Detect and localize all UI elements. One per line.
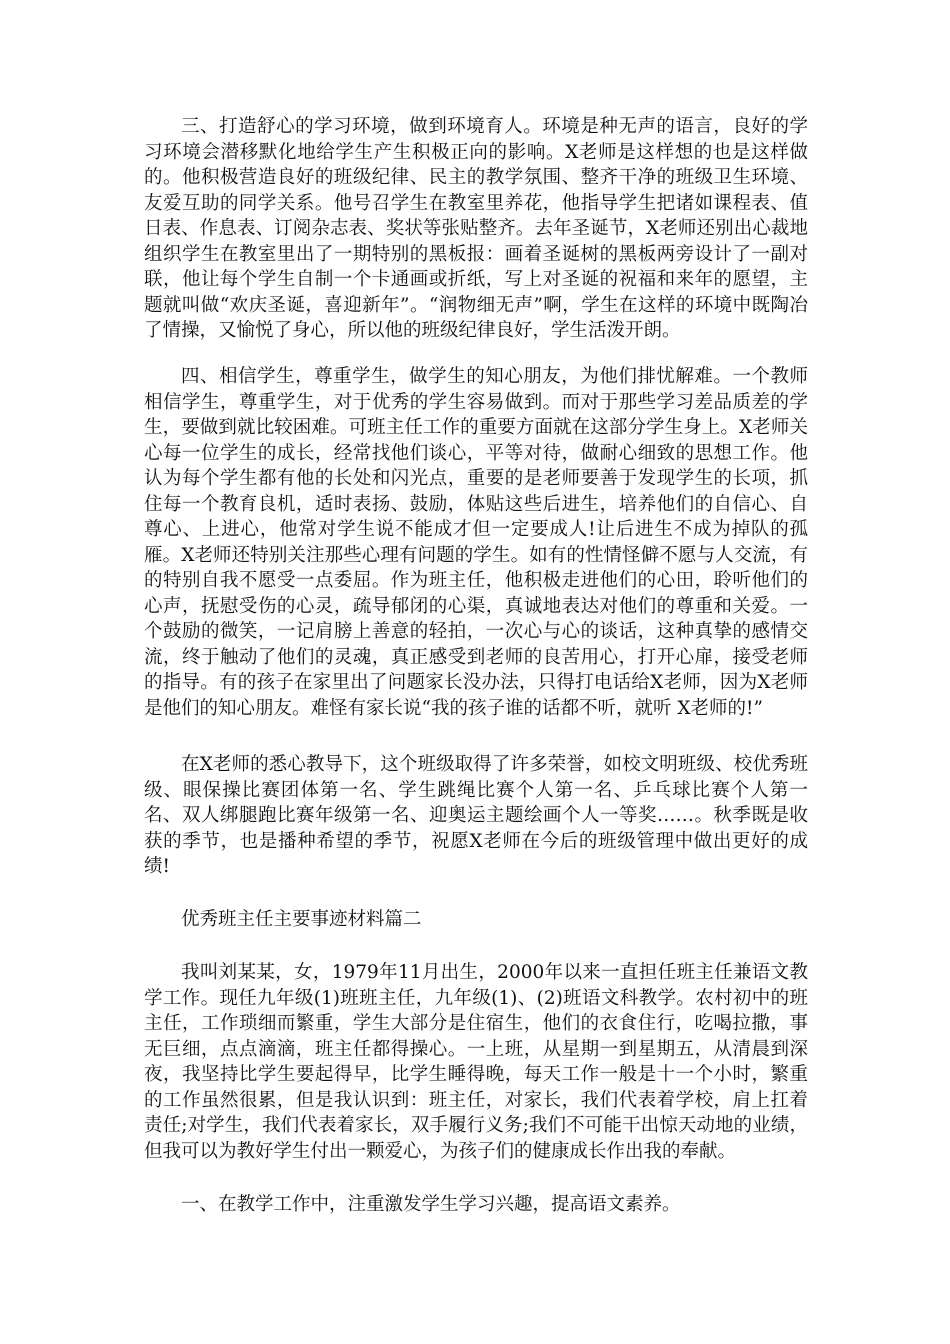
paragraph-honors: 在X老师的悉心教导下，这个班级取得了许多荣誉，如校文明班级、校优秀班级、眼保操比赛团体第一名、学生跳绳比赛个人第一名、乒乓球比赛个人第一名、双人绑腿跑比赛年级第一名、迎奥运主题绘画个人一等奖……。秋季既是收获的季节，也是播种希望的季节，祝愿X老师在今后的班级管理中做出更好的成绩! bbox=[144, 754, 808, 877]
paragraph-teaching-point-one: 一、在教学工作中，注重激发学生学习兴趣，提高语文素养。 bbox=[181, 1194, 681, 1215]
paragraph-introduction: 我叫刘某某，女，1979年11月出生，2000年以来一直担任班主任兼语文教学工作。现任九年级(1)班班主任，九年级(1)、(2)班语文科教学。农村初中的班主任，工作琐细而繁重，学生大部分是住宿生，他们的衣食住行，吃喝拉撒，事无巨细，点点滴滴，班主任都得操心。一上班，从星期一到星期五，从清晨到深夜，我坚持比学生要起得早，比学生睡得晚，每天工作一般是十一个小时，繁重的工作虽然很累，但是我认识到：班主任，对家长，我们代表着学校，肩上扛着责任;对学生，我们代表着家长，双手履行义务;我们不可能干出惊天动地的业绩，但我可以为教好学生付出一颗爱心，为孩子们的健康成长作出我的奉献。 bbox=[144, 962, 808, 1162]
paragraph-trust-students: 四、相信学生，尊重学生，做学生的知心朋友，为他们排忧解难。一个教师相信学生，尊重学生，对于优秀的学生容易做到。而对于那些学习差品质差的学生，要做到就比较困难。可班主任工作的重要方面就在这部分学生身上。X老师关心每一位学生的成长，经常找他们谈心，平等对待，做耐心细致的思想工作。他认为每个学生都有他的长处和闪光点，重要的是老师要善于发现学生的长项，抓住每一个教育良机，适时表扬、鼓励，体贴这些后进生，培养他们的自信心、自尊心、上进心，他常对学生说不能成才但一定要成人!让后进生不成为掉队的孤雁。X老师还特别关注那些心理有问题的学生。如有的性情怪僻不愿与人交流，有的特别自我不愿受一点委屈。作为班主任，他积极走进他们的心田，聆听他们的心声，抚慰受伤的心灵，疏导郁闭的心渠，真诚地表达对他们的尊重和关爱。一个鼓励的微笑，一记肩膀上善意的轻拍，一次心与心的谈话，这种真挚的感情交流，终于触动了他们的灵魂，真正感受到老师的良苦用心，打开心扉，接受老师的指导。有的孩子在家里出了问题家长没办法，只得打电话给X老师，因为X老师是他们的知心朋友。难怪有家长说“我的孩子谁的话都不听，就听 X老师的!” bbox=[144, 366, 808, 719]
paragraph-environment: 三、打造舒心的学习环境，做到环境育人。环境是种无声的语言，良好的学习环境会潜移默化地给学生产生积极正向的影响。X老师是这样想的也是这样做的。他积极营造良好的班级纪律、民主的教学氛围、整齐干净的班级卫生环境、友爱互助的同学关系。他号召学生在教室里养花，他指导学生把诸如课程表、值日表、作息表、订阅杂志表、奖状等张贴整齐。去年圣诞节，X老师还别出心裁地组织学生在教室里出了一期特别的黑板报：画着圣诞树的黑板两旁设计了一副对联，他让每个学生自制一个卡通画或折纸，写上对圣诞的祝福和来年的愿望，主题就叫做“欢庆圣诞，喜迎新年”。“润物细无声”啊，学生在这样的环境中既陶冶了情操，又愉悦了身心，所以他的班级纪律良好，学生活泼开朗。 bbox=[144, 116, 808, 341]
section-heading: 优秀班主任主要事迹材料篇二 bbox=[181, 909, 422, 930]
